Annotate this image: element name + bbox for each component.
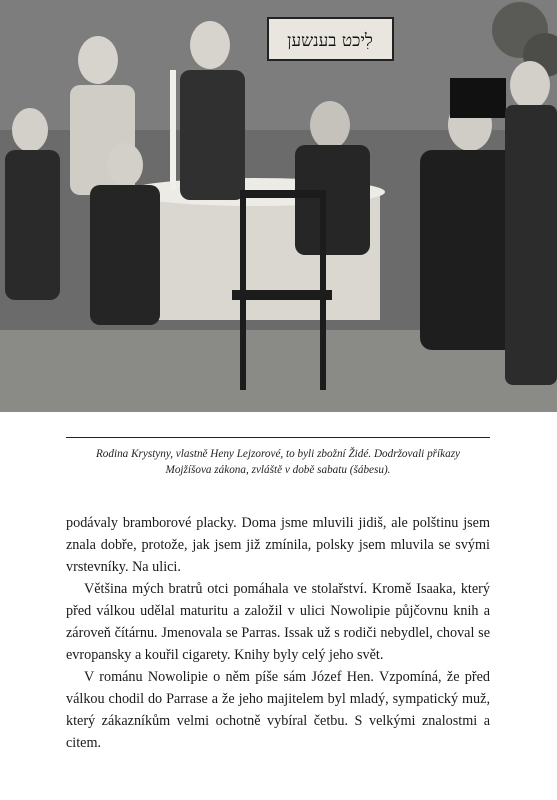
paragraph-1: podávaly bramborové placky. Doma jsme mluvili jidiš, ale polštinu jsem znala dobře, protože, jak jsem již zmínila, polsky jsem mluvila se svými vrstevníky. Na ulici. [66, 515, 490, 575]
paragraph-3: V románu Nowolipie o něm píše sám Józef Hen. Vzpomíná, že před válkou chodil do Parrase a že jeho majitelem byl mladý, sympatický muž, který zákazníkům velmi ochotně vybíral četbu. S velkými znalostmi a citem. [66, 669, 490, 751]
caption-line-2: Mojžíšova zákona, zvláště v době sabatu (šábesu). [165, 464, 391, 476]
hebrew-sign-text: לִיכט בענשען [287, 31, 373, 51]
body-text [66, 512, 490, 754]
photo-caption [66, 446, 490, 478]
caption-divider [66, 437, 490, 438]
paragraph-2: Většina mých bratrů otci pomáhala ve stolařství. Kromě Isaaka, který před válkou udělal maturitu a založil v ulici Nowolipie půjčovnu knih a zároveň čítárnu. Jmenovala se Parras. Issak už s rodiči nebydlel, choval se evropansky a kouřil cigarety. Knihy byly celý jeho svět. [66, 581, 490, 663]
caption-line-1: Rodina Krystyny, vlastně Heny Lejzorové, to byli zbožní Židé. Dodržovali příkazy [95, 448, 461, 460]
